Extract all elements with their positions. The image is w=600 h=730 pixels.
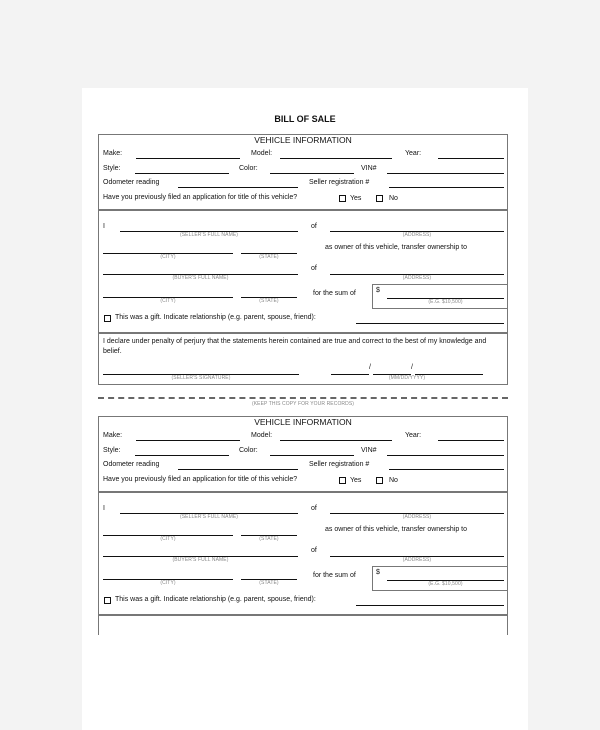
year-label-copy: Year: [405,432,422,439]
style-field-copy[interactable] [135,455,229,456]
document-title: BILL OF SALE [274,114,336,124]
buyer-name-caption-copy: (BUYER'S FULL NAME) [172,557,229,563]
no-label: No [389,195,398,202]
cut-line [98,397,508,399]
model-label: Model: [251,150,273,157]
i-label: I [103,223,105,230]
currency-symbol-copy: $ [376,569,380,576]
make-label: Make: [103,150,123,157]
gift-relationship-field[interactable] [356,323,504,324]
style-label: Style: [103,165,121,172]
owner-transfer-text-copy: as owner of this vehicle, transfer ownership to [325,526,468,533]
owner-transfer-text: as owner of this vehicle, transfer ownership to [325,244,468,251]
seller-registration-field[interactable] [389,187,504,188]
vin-label: VIN# [361,165,377,172]
no-checkbox[interactable] [376,195,383,202]
declaration-box-copy [98,615,508,635]
buyer-city-caption-copy: (CITY) [160,580,176,586]
make-label-copy: Make: [103,432,123,439]
buyer-address-caption: (ADDRESS) [402,275,432,281]
seller-address-caption-copy: (ADDRESS) [402,514,432,520]
yes-label: Yes [350,195,362,202]
odometer-field-copy[interactable] [178,469,298,470]
style-label-copy: Style: [103,447,121,454]
vin-field-copy[interactable] [387,455,504,456]
yes-checkbox[interactable] [339,195,346,202]
date-separator-2: / [411,364,413,371]
seller-registration-label-copy: Seller registration # [309,461,370,468]
amount-box [372,284,508,309]
currency-symbol: $ [376,287,380,294]
odometer-label-copy: Odometer reading [103,461,160,468]
gift-checkbox[interactable] [104,315,111,322]
gift-text: This was a gift. Indicate relationship (e.g. parent, spouse, friend): [115,314,316,321]
yes-label-copy: Yes [350,477,362,484]
date-caption: (MM/DD/YYYY) [388,375,426,381]
of-label-copy: of [311,505,317,512]
gift-checkbox-copy[interactable] [104,597,111,604]
buyer-state-caption: (STATE) [259,298,279,304]
amount-caption-copy: (E.G. $10,500) [428,581,463,587]
of-label-2: of [311,265,317,272]
seller-city-caption-copy: (CITY) [160,536,176,542]
date-separator-1: / [369,364,371,371]
odometer-field[interactable] [178,187,298,188]
vin-field[interactable] [387,173,504,174]
gift-relationship-field-copy[interactable] [356,605,504,606]
keep-copy-text: (KEEP THIS COPY FOR YOUR RECORDS) [251,401,355,407]
color-label-copy: Color: [239,447,258,454]
sum-label: for the sum of [313,290,356,297]
no-checkbox-copy[interactable] [376,477,383,484]
prior-title-question: Have you previously filed an application for title of this vehicle? [103,194,298,201]
i-label-copy: I [103,505,105,512]
year-label: Year: [405,150,422,157]
color-field[interactable] [270,173,354,174]
color-label: Color: [239,165,258,172]
vehicle-info-heading: VEHICLE INFORMATION [254,135,352,145]
model-field-copy[interactable] [280,440,392,441]
make-field[interactable] [136,158,240,159]
bill-of-sale-page [82,88,528,730]
buyer-name-caption: (BUYER'S FULL NAME) [172,275,229,281]
seller-name-caption: (SELLER'S FULL NAME) [179,232,239,238]
year-field[interactable] [438,158,504,159]
model-field[interactable] [280,158,392,159]
buyer-state-caption-copy: (STATE) [259,580,279,586]
seller-registration-field-copy[interactable] [389,469,504,470]
vehicle-info-heading-copy: VEHICLE INFORMATION [254,417,352,427]
amount-caption: (E.G. $10,500) [428,299,463,305]
style-field[interactable] [135,173,229,174]
of-label-2-copy: of [311,547,317,554]
vin-label-copy: VIN# [361,447,377,454]
prior-title-question-copy: Have you previously filed an application for title of this vehicle? [103,476,298,483]
make-field-copy[interactable] [136,440,240,441]
color-field-copy[interactable] [270,455,354,456]
odometer-label: Odometer reading [103,179,160,186]
declaration-text: I declare under penalty of perjury that the statements herein contained are true and correct to the best of my knowledge and belief. [103,338,487,355]
model-label-copy: Model: [251,432,273,439]
buyer-address-caption-copy: (ADDRESS) [402,557,432,563]
seller-address-caption: (ADDRESS) [402,232,432,238]
no-label-copy: No [389,477,398,484]
buyer-city-caption: (CITY) [160,298,176,304]
seller-state-caption: (STATE) [259,254,279,260]
of-label: of [311,223,317,230]
yes-checkbox-copy[interactable] [339,477,346,484]
amount-box-copy [372,566,508,591]
seller-name-caption-copy: (SELLER'S FULL NAME) [179,514,239,520]
gift-text-copy: This was a gift. Indicate relationship (e.g. parent, spouse, friend): [115,596,316,603]
seller-signature-caption: (SELLER'S SIGNATURE) [171,375,231,381]
sum-label-copy: for the sum of [313,572,356,579]
seller-city-caption: (CITY) [160,254,176,260]
year-field-copy[interactable] [438,440,504,441]
seller-registration-label: Seller registration # [309,179,370,186]
seller-state-caption-copy: (STATE) [259,536,279,542]
